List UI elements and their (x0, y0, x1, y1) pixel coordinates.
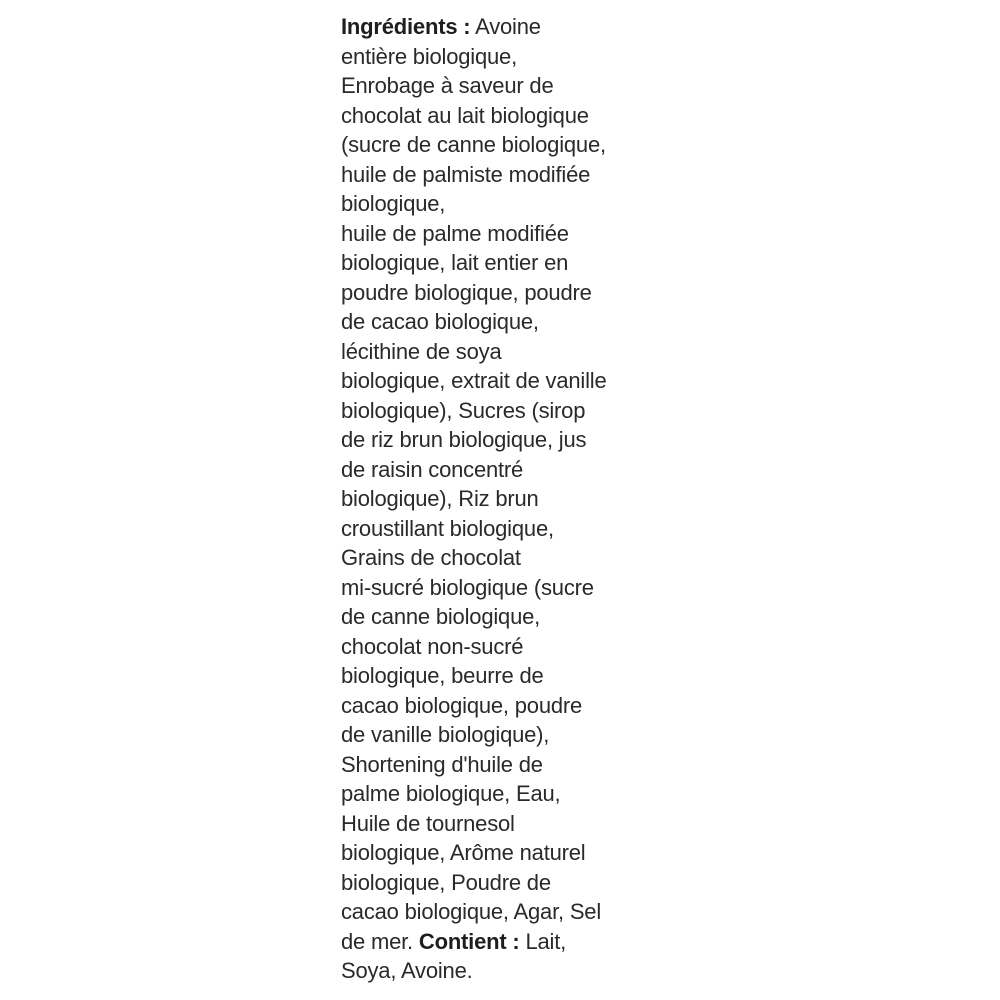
ingredients-line-13: biologique, extrait de vanille (341, 368, 607, 393)
ingredients-text: de mer. (341, 928, 419, 954)
ingredients-line-1 (341, 12, 681, 42)
ingredients-line-27: palme biologique, Eau, (341, 781, 561, 806)
contains-heading: Contient : (418, 928, 520, 954)
ingredients-line-21: de canne biologique, (341, 604, 541, 629)
ingredients-line-24: cacao biologique, poudre (341, 692, 583, 718)
ingredients-line-16: de raisin concentré (341, 456, 524, 482)
ingredients-line-11: de cacao biologique, (341, 309, 539, 334)
ingredients-line-32 (341, 927, 681, 957)
allergens-text: Lait, (519, 928, 567, 954)
ingredients-line-25: de vanille biologique), (341, 722, 550, 747)
ingredients-line-26: Shortening d'huile de (341, 751, 543, 777)
ingredients-line-3: Enrobage à saveur de (341, 73, 554, 98)
ingredients-line-22: chocolat non-sucré (341, 633, 524, 659)
ingredients-line-20: mi-sucré biologique (sucre (341, 574, 594, 600)
ingredients-text-block (341, 12, 681, 986)
ingredients-line-5: (sucre de canne biologique, (341, 132, 606, 157)
ingredients-line-19: Grains de chocolat (341, 545, 521, 570)
ingredients-line-4: chocolat au lait biologique (341, 102, 589, 128)
ingredients-line-14: biologique), Sucres (sirop (341, 397, 586, 423)
ingredients-line-10: poudre biologique, poudre (341, 279, 592, 305)
ingredients-line-28: Huile de tournesol (341, 810, 515, 836)
ingredients-line-2: entière biologique, (341, 43, 518, 69)
ingredients-line-17: biologique), Riz brun (341, 486, 539, 511)
ingredients-line-33: Soya, Avoine. (341, 958, 473, 983)
ingredients-line-18: croustillant biologique, (341, 515, 554, 541)
ingredients-line-12: lécithine de soya (341, 338, 502, 364)
ingredients-line-15: de riz brun biologique, jus (341, 427, 587, 452)
ingredients-line-30: biologique, Poudre de (341, 869, 551, 895)
ingredients-line-8: huile de palme modifiée (341, 220, 569, 246)
ingredients-line-7: biologique, (341, 191, 446, 216)
ingredients-line-31: cacao biologique, Agar, Sel (341, 899, 602, 924)
ingredients-heading: Ingrédients : (341, 14, 471, 39)
ingredients-line-23: biologique, beurre de (341, 663, 544, 688)
ingredients-line-9: biologique, lait entier en (341, 250, 569, 275)
ingredients-text: Avoine (470, 14, 541, 39)
ingredients-line-29: biologique, Arôme naturel (341, 840, 586, 865)
ingredients-line-6: huile de palmiste modifiée (341, 161, 591, 187)
